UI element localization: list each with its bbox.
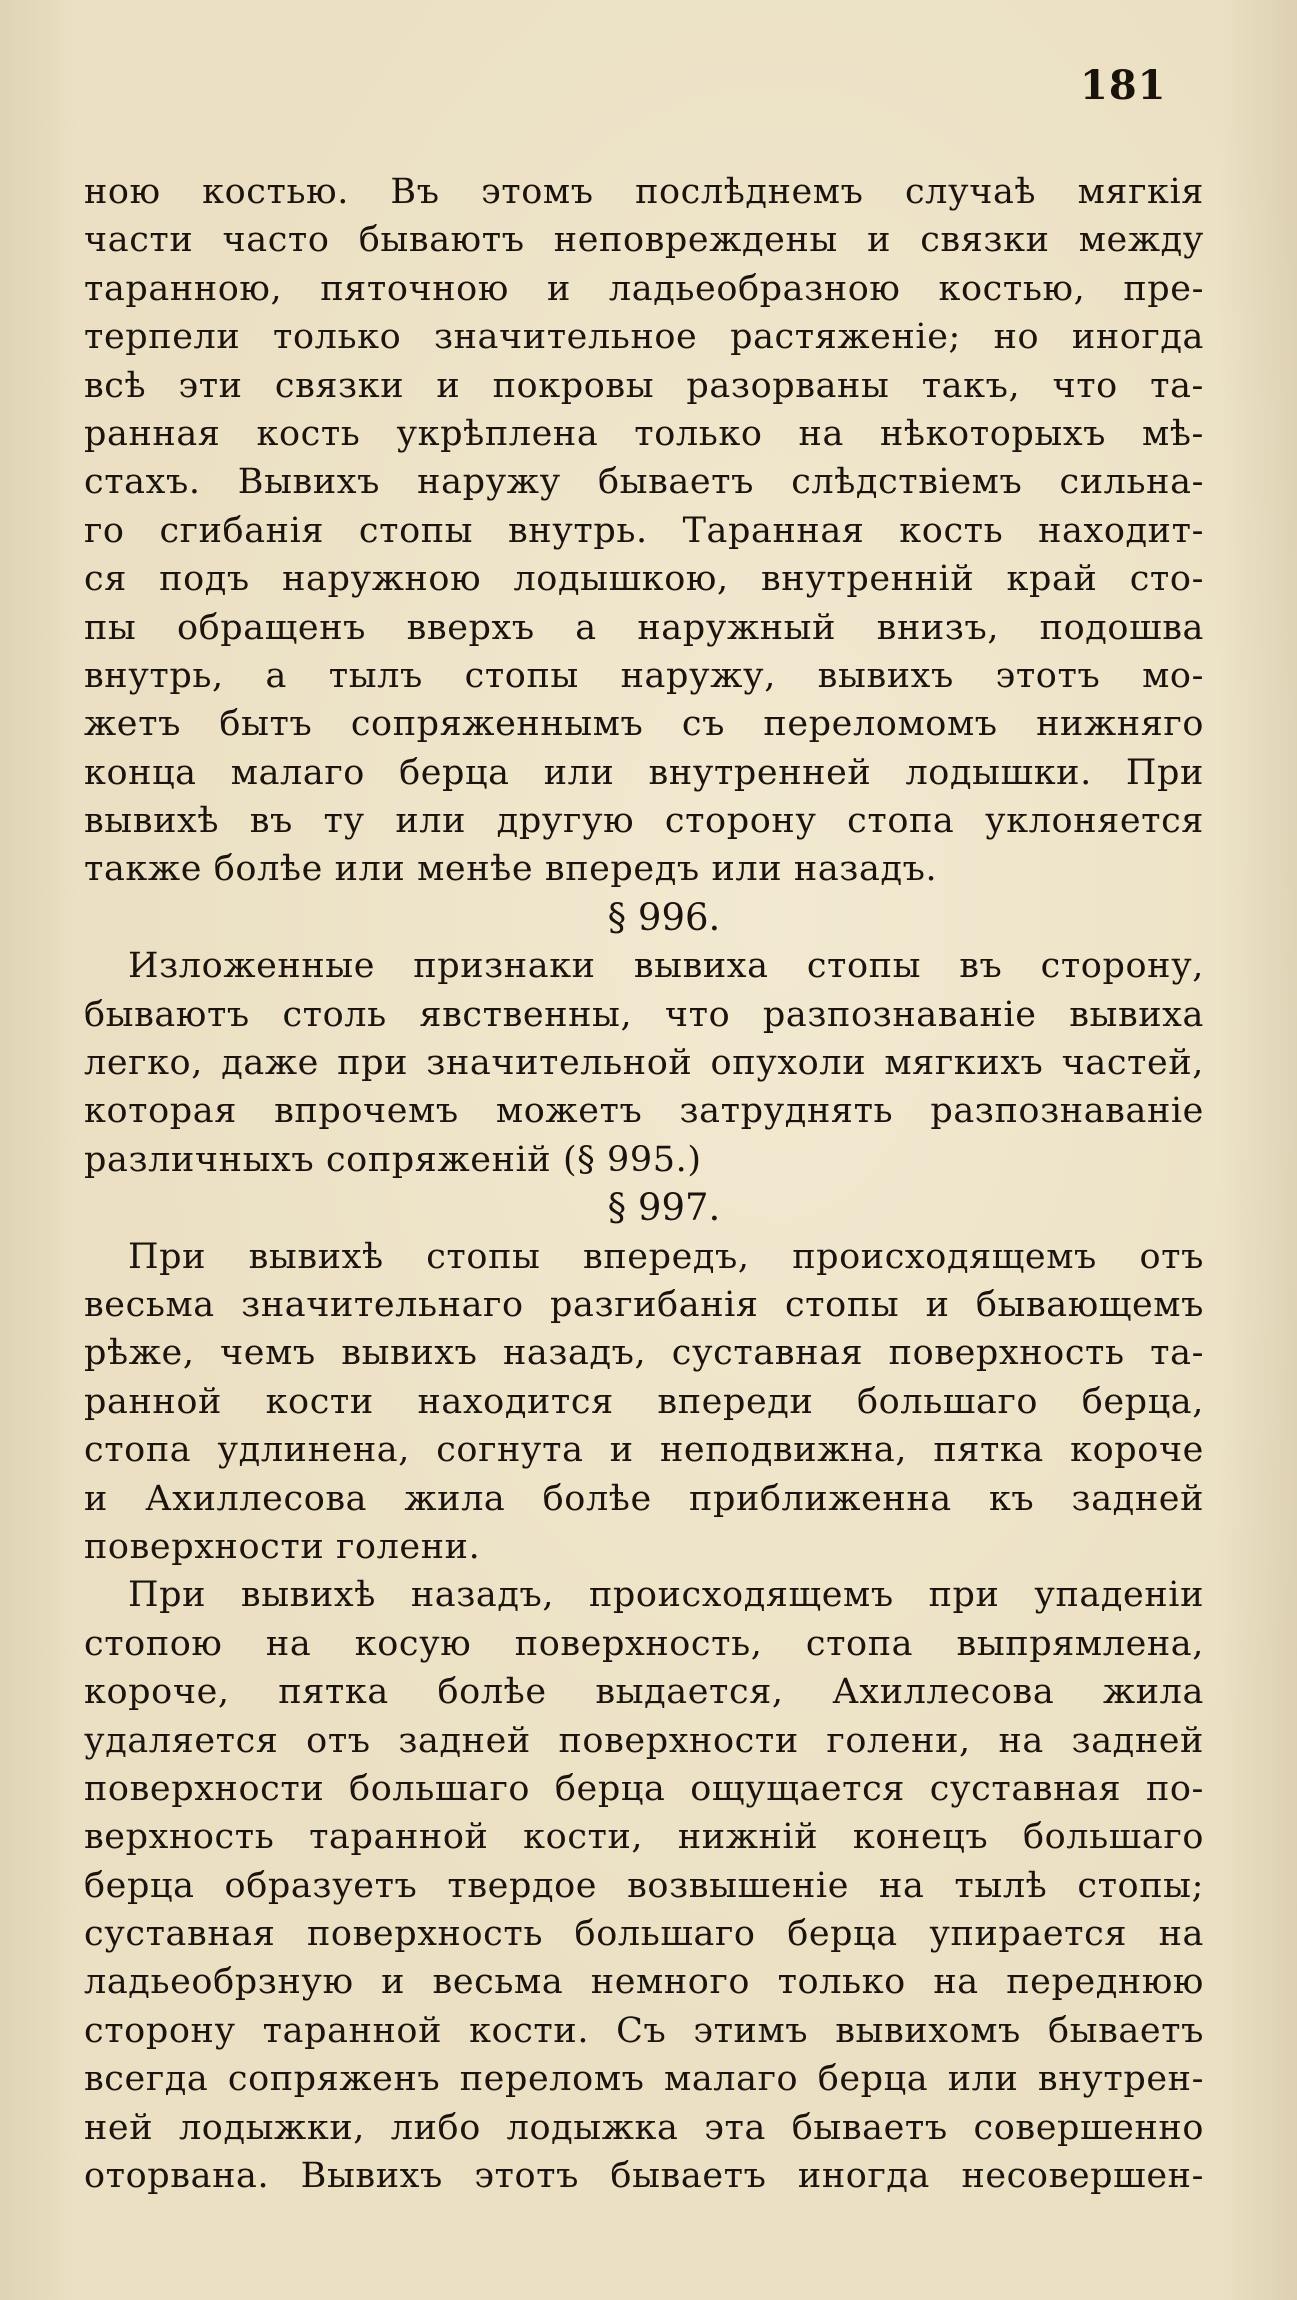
text-line: суставная поверхность большаго берца упирается на [84,1914,1204,1955]
text-line: весьма значительнаго разгибанія стопы и бывающемъ [84,1284,1204,1325]
text-line: стопа удлинена, согнута и неподвижна, пятка короче [84,1430,1204,1471]
text-line: жетъ бытъ сопряженнымъ съ переломомъ нижняго [84,704,1204,745]
text-line: легко, даже при значительной опухоли мягкихъ частей, [84,1043,1204,1084]
section-heading: § 996. [607,895,721,939]
page-number: 181 [1080,62,1167,109]
text-line: вывихѣ въ ту или другую сторону стопа уклоняется [84,801,1204,842]
text-line: ся подъ наружною лодышкою, внутренній край сто- [84,559,1204,600]
text-line: различныхъ сопряженій (§ 995.) [84,1139,702,1180]
text-line: сторону таранной кости. Съ этимъ вывихомъ бываетъ [84,2010,1204,2051]
text-line: удаляется отъ задней поверхности голени, на задней [84,1720,1204,1761]
text-line: ладьеобрзную и весьма немного только на переднюю [84,1962,1204,2003]
text-line: бываютъ столь явственны, что разпознаваніе вывиха [84,994,1204,1035]
text-line: берца образуетъ твердое возвышеніе на тылѣ стопы; [84,1865,1204,1906]
text-line: короче, пятка болѣе выдается, Ахиллесова жила [84,1672,1204,1713]
text-line: верхность таранной кости, нижній конецъ большаго [84,1817,1204,1858]
body-text [84,168,1204,2200]
text-line: стахъ. Вывихъ наружу бываетъ слѣдствіемъ сильна- [84,462,1204,503]
text-line: поверхности большаго берца ощущается суставная по- [84,1768,1204,1809]
text-line: всегда сопряженъ переломъ малаго берца или внутрен- [84,2059,1204,2100]
text-line: Изложенные признаки вывиха стопы въ сторону, [128,946,1204,987]
text-line: го сгибанія стопы внутрь. Таранная кость находит- [84,510,1204,551]
text-line: стопою на косую поверхность, стопа выпрямлена, [84,1623,1204,1664]
text-line: При вывихѣ назадъ, происходящемъ при упаденіи [128,1575,1204,1616]
text-line: терпели только значительное растяженіе; но иногда [84,317,1204,358]
text-line: и Ахиллесова жила болѣе приближенна къ задней [84,1478,1204,1519]
text-line: также болѣе или менѣе впередъ или назадъ. [84,849,938,890]
text-line: При вывихѣ стопы впередъ, происходящемъ отъ [128,1236,1204,1277]
text-line: внутрь, а тылъ стопы наружу, вывихъ этотъ мо- [84,655,1204,696]
text-line: всѣ эти связки и покровы разорваны такъ, что та- [84,365,1204,406]
section-heading: § 997. [607,1186,721,1230]
text-line: конца малаго берца или внутренней лодышки. При [84,752,1204,793]
text-line: поверхности голени. [84,1526,481,1567]
text-line: пы обращенъ вверхъ а наружный внизъ, подошва [84,607,1204,648]
text-line: которая впрочемъ можетъ затруднять разпознаваніе [84,1091,1204,1132]
text-line: ранной кости находится впереди большаго берца, [84,1381,1204,1422]
text-line: ней лодыжки, либо лодыжка эта бываетъ совершенно [84,2107,1204,2148]
text-line: ранная кость укрѣплена только на нѣкоторыхъ мѣ- [84,413,1204,454]
text-line: части часто бываютъ неповреждены и связки между [84,220,1204,261]
text-line: оторвана. Вывихъ этотъ бываетъ иногда несовершен- [84,2156,1204,2197]
text-line: ною костью. Въ этомъ послѣднемъ случаѣ мягкія [84,172,1204,212]
text-line: таранною, пяточною и ладьеобразною костью, пре- [84,268,1204,309]
text-line: рѣже, чемъ вывихъ назадъ, суставная поверхность та- [84,1333,1204,1374]
